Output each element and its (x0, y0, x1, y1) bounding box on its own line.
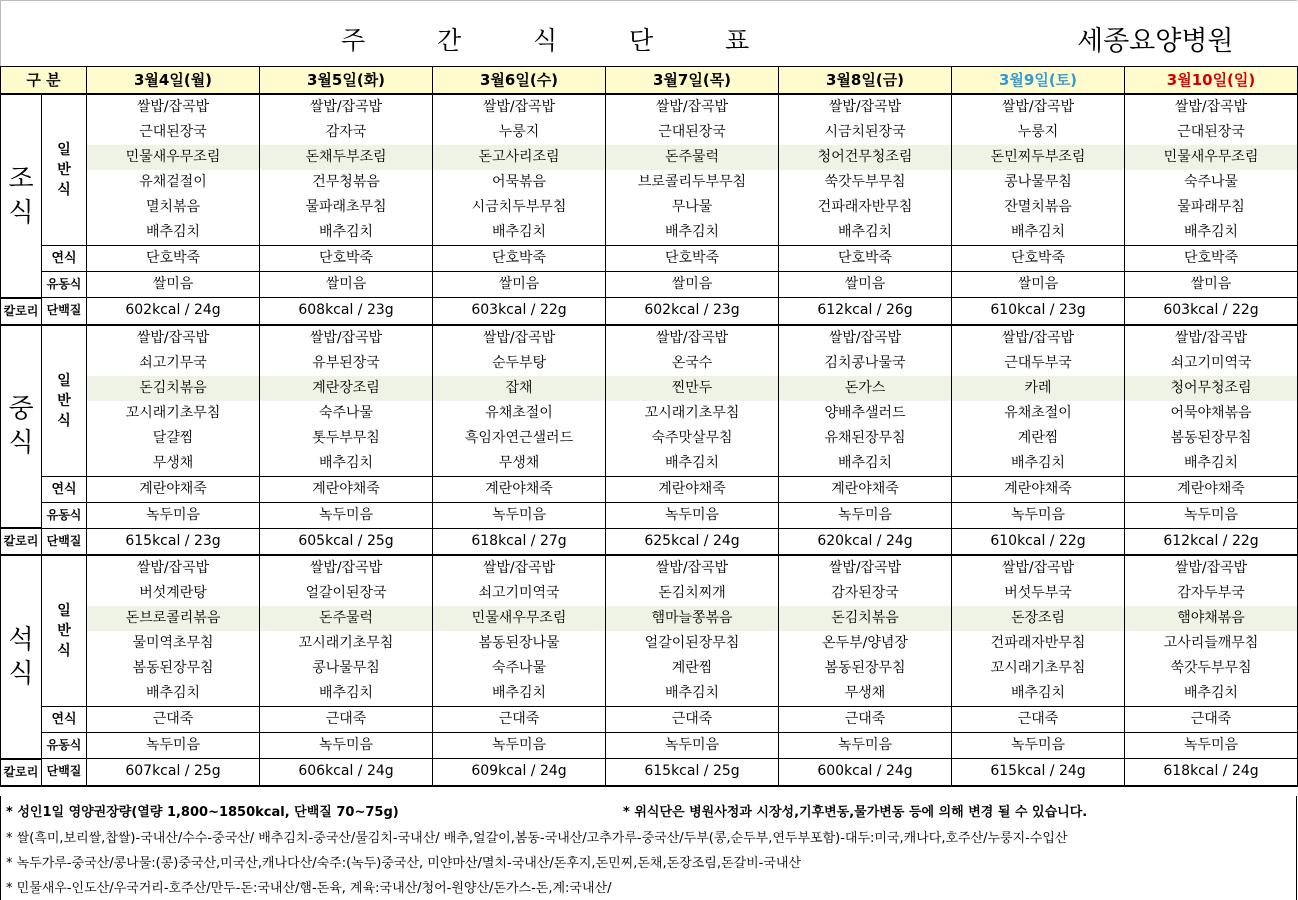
category-header: 구 분 (1, 67, 87, 95)
menu-cell: 녹두미음 (606, 733, 779, 759)
menu-cell: 브로콜리두부무침 (606, 170, 779, 195)
day-header: 3월7일(목) (606, 67, 779, 95)
menu-cell: 잔멸치볶음 (952, 195, 1125, 220)
menu-cell: 고사리들깨무침 (1125, 631, 1298, 656)
menu-cell: 배추김치 (1125, 220, 1298, 246)
menu-cell: 청어건무청조림 (779, 145, 952, 170)
menu-cell: 흑임자연근샐러드 (433, 426, 606, 451)
menu-cell: 민물새우무조림 (87, 145, 260, 170)
soft-row (1, 476, 1298, 502)
menu-cell: 배추김치 (952, 451, 1125, 477)
meal-label: 석 식 (1, 555, 42, 759)
menu-cell: 쌀밥/잡곡밥 (260, 325, 433, 351)
menu-cell: 배추김치 (260, 451, 433, 477)
menu-cell: 녹두미음 (433, 502, 606, 528)
menu-cell: 쇠고기미역국 (1125, 351, 1298, 376)
calorie-cell: 603kcal / 22g (433, 298, 606, 325)
menu-cell: 봄동된장무침 (1125, 426, 1298, 451)
menu-cell: 근대죽 (779, 707, 952, 733)
liquid-label: 유동식 (42, 502, 87, 528)
menu-cell: 녹두미음 (260, 502, 433, 528)
menu-cell: 쌀미음 (1125, 272, 1298, 298)
menu-cell: 청어무청조림 (1125, 376, 1298, 401)
menu-cell: 녹두미음 (1125, 502, 1298, 528)
calorie-cell: 610kcal / 22g (952, 528, 1125, 555)
calorie-label: 칼로리 (1, 298, 42, 325)
menu-cell: 배추김치 (1125, 451, 1298, 477)
protein-label: 단백질 (42, 759, 87, 786)
day-header: 3월6일(수) (433, 67, 606, 95)
menu-cell: 봄동된장무침 (87, 656, 260, 681)
menu-cell: 건파래자반무침 (952, 631, 1125, 656)
menu-cell: 누룽지 (952, 120, 1125, 145)
menu-cell: 돈주물럭 (606, 145, 779, 170)
menu-cell: 봄동된장나물 (433, 631, 606, 656)
menu-cell: 무생채 (433, 451, 606, 477)
menu-cell: 쌀밥/잡곡밥 (779, 325, 952, 351)
day-header: 3월5일(화) (260, 67, 433, 95)
menu-cell: 시금치두부무침 (433, 195, 606, 220)
menu-cell: 시금치된장국 (779, 120, 952, 145)
menu-cell: 쌀밥/잡곡밥 (433, 325, 606, 351)
menu-cell: 녹두미음 (952, 502, 1125, 528)
menu-cell: 녹두미음 (1125, 733, 1298, 759)
menu-cell: 쌀밥/잡곡밥 (433, 555, 606, 581)
menu-cell: 근대죽 (952, 707, 1125, 733)
menu-cell: 카레 (952, 376, 1125, 401)
general-row (1, 351, 1298, 376)
general-row (1, 120, 1298, 145)
calorie-row (1, 298, 1298, 325)
menu-cell: 배추김치 (606, 681, 779, 707)
calorie-cell: 612kcal / 26g (779, 298, 952, 325)
menu-cell: 계란야채죽 (433, 476, 606, 502)
menu-cell: 쌀밥/잡곡밥 (260, 555, 433, 581)
menu-cell: 근대죽 (433, 707, 606, 733)
menu-cell: 쌀미음 (433, 272, 606, 298)
calorie-cell: 612kcal / 22g (1125, 528, 1298, 555)
menu-cell: 어묵볶음 (433, 170, 606, 195)
menu-cell: 물미역초무침 (87, 631, 260, 656)
general-row (1, 656, 1298, 681)
menu-cell: 순두부탕 (433, 351, 606, 376)
calorie-cell: 602kcal / 23g (606, 298, 779, 325)
menu-cell: 돈채두부조림 (260, 145, 433, 170)
menu-cell: 배추김치 (87, 220, 260, 246)
menu-cell: 배추김치 (1125, 681, 1298, 707)
note-origin-1: * 쌀(흑미,보리쌀,찹쌀)-국내산/수수-중국산/ 배추김치-중국산/물김치-국내산/ 배추,얼갈이,봄동-국내산/고추가루-중국산/두부(콩,순두부,연두부포함)-대두:미국,캐나다,호주산/누룽지-수입산 (6, 831, 1068, 846)
menu-cell: 근대죽 (1125, 707, 1298, 733)
menu-cell: 꼬시래기초무침 (606, 401, 779, 426)
menu-cell: 배추김치 (433, 220, 606, 246)
menu-cell: 숙주나물 (1125, 170, 1298, 195)
menu-cell: 단호박죽 (606, 246, 779, 272)
menu-cell: 근대두부국 (952, 351, 1125, 376)
menu-cell: 배추김치 (952, 220, 1125, 246)
menu-cell: 쑥갓두부무침 (1125, 656, 1298, 681)
menu-cell: 물파래초무침 (260, 195, 433, 220)
menu-cell: 유부된장국 (260, 351, 433, 376)
menu-cell: 근대된장국 (87, 120, 260, 145)
menu-cell: 쌀밥/잡곡밥 (1125, 94, 1298, 120)
calorie-cell: 625kcal / 24g (606, 528, 779, 555)
general-row (1, 94, 1298, 120)
general-row (1, 451, 1298, 477)
general-row (1, 220, 1298, 246)
meal-label: 조 식 (1, 94, 42, 298)
menu-cell: 돈김치볶음 (87, 376, 260, 401)
menu-cell: 잡채 (433, 376, 606, 401)
menu-cell: 건파래자반무침 (779, 195, 952, 220)
menu-cell: 근대된장국 (606, 120, 779, 145)
menu-cell: 달걀찜 (87, 426, 260, 451)
menu-cell: 쌀미음 (606, 272, 779, 298)
menu-cell: 쌀밥/잡곡밥 (606, 325, 779, 351)
menu-cell: 숙주나물 (260, 401, 433, 426)
menu-cell: 햄야채볶음 (1125, 606, 1298, 631)
header-row (1, 67, 1298, 95)
menu-cell: 배추김치 (260, 681, 433, 707)
title-char: 주 (341, 26, 366, 55)
menu-cell: 얼갈이된장무침 (606, 631, 779, 656)
menu-cell: 계란야채죽 (779, 476, 952, 502)
menu-cell: 유채초절이 (433, 401, 606, 426)
general-row (1, 681, 1298, 707)
note-origin-3: * 민물새우-인도산/우국거리-호주산/만두-돈:국내산/햄-돈육, 계육:국내산/청어-원양산/돈가스-돈,계:국내산/ (6, 881, 612, 896)
menu-cell: 쌀밥/잡곡밥 (1125, 555, 1298, 581)
menu-cell: 숙주맛살무침 (606, 426, 779, 451)
calorie-row (1, 528, 1298, 555)
menu-cell: 녹두미음 (952, 733, 1125, 759)
calorie-cell: 607kcal / 25g (87, 759, 260, 786)
title-char: 간 (437, 26, 462, 55)
calorie-row (1, 759, 1298, 786)
menu-cell: 근대죽 (606, 707, 779, 733)
menu-cell: 쌀밥/잡곡밥 (1125, 325, 1298, 351)
menu-cell: 찐만두 (606, 376, 779, 401)
menu-cell: 계란찜 (952, 426, 1125, 451)
general-label: 일 반 식 (42, 94, 87, 246)
meal-label: 중 식 (1, 325, 42, 529)
menu-cell: 녹두미음 (433, 733, 606, 759)
menu-cell: 버섯계란탕 (87, 581, 260, 606)
note-change: * 위식단은 병원사정과 시장성,기후변동,물가변동 등에 의해 변경 될 수 있습니다. (623, 805, 1088, 820)
menu-cell: 쇠고기무국 (87, 351, 260, 376)
menu-cell: 계란야채죽 (606, 476, 779, 502)
calorie-cell: 618kcal / 24g (1125, 759, 1298, 786)
menu-cell: 계란야채죽 (1125, 476, 1298, 502)
liquid-row (1, 733, 1298, 759)
calorie-cell: 606kcal / 24g (260, 759, 433, 786)
menu-cell: 쌀밥/잡곡밥 (952, 555, 1125, 581)
menu-cell: 녹두미음 (779, 502, 952, 528)
menu-cell: 유채초절이 (952, 401, 1125, 426)
menu-cell: 계란야채죽 (260, 476, 433, 502)
menu-cell: 단호박죽 (779, 246, 952, 272)
menu-cell: 쌀밥/잡곡밥 (952, 94, 1125, 120)
general-row (1, 195, 1298, 220)
menu-cell: 쌀밥/잡곡밥 (433, 94, 606, 120)
menu-cell: 돈가스 (779, 376, 952, 401)
menu-cell: 배추김치 (952, 681, 1125, 707)
menu-cell: 단호박죽 (952, 246, 1125, 272)
menu-cell: 무생채 (87, 451, 260, 477)
menu-cell: 녹두미음 (260, 733, 433, 759)
menu-cell: 쌀밥/잡곡밥 (952, 325, 1125, 351)
menu-cell: 근대된장국 (1125, 120, 1298, 145)
menu-cell: 감자두부국 (1125, 581, 1298, 606)
menu-cell: 계란야채죽 (952, 476, 1125, 502)
menu-cell: 민물새우무조림 (1125, 145, 1298, 170)
menu-cell: 돈김치찌개 (606, 581, 779, 606)
menu-cell: 얼갈이된장국 (260, 581, 433, 606)
general-row (1, 170, 1298, 195)
menu-cell: 쌀밥/잡곡밥 (606, 555, 779, 581)
menu-cell: 근대죽 (260, 707, 433, 733)
menu-cell: 녹두미음 (606, 502, 779, 528)
menu-cell: 쌀밥/잡곡밥 (260, 94, 433, 120)
soft-label: 연식 (42, 707, 87, 733)
menu-cell: 계란야채죽 (87, 476, 260, 502)
day-header: 3월9일(토) (952, 67, 1125, 95)
general-label: 일 반 식 (42, 555, 87, 707)
menu-cell: 유채된장무침 (779, 426, 952, 451)
menu-cell: 단호박죽 (87, 246, 260, 272)
menu-cell: 누룽지 (433, 120, 606, 145)
menu-cell: 단호박죽 (260, 246, 433, 272)
hospital-name: 세종요양병원 (1077, 26, 1234, 57)
title-char: 단 (629, 26, 654, 55)
menu-cell: 배추김치 (606, 220, 779, 246)
menu-cell: 무나물 (606, 195, 779, 220)
calorie-cell: 605kcal / 25g (260, 528, 433, 555)
calorie-cell: 608kcal / 23g (260, 298, 433, 325)
menu-cell: 배추김치 (779, 451, 952, 477)
menu-cell: 계란찜 (606, 656, 779, 681)
menu-cell: 쌀밥/잡곡밥 (606, 94, 779, 120)
general-row (1, 581, 1298, 606)
menu-cell: 감자된장국 (779, 581, 952, 606)
notes (0, 796, 1297, 900)
menu-cell: 햄마늘쫑볶음 (606, 606, 779, 631)
menu-cell: 돈주물럭 (260, 606, 433, 631)
menu-cell: 배추김치 (87, 681, 260, 707)
menu-cell: 온국수 (606, 351, 779, 376)
general-row (1, 325, 1298, 351)
menu-cell: 꼬시래기초무침 (260, 631, 433, 656)
menu-cell: 무생채 (779, 681, 952, 707)
general-row (1, 555, 1298, 581)
menu-cell: 민물새우무조림 (433, 606, 606, 631)
general-row (1, 401, 1298, 426)
menu-cell: 김치콩나물국 (779, 351, 952, 376)
menu-cell: 버섯두부국 (952, 581, 1125, 606)
menu-cell: 유채겉절이 (87, 170, 260, 195)
menu-cell: 콩나물무침 (952, 170, 1125, 195)
menu-cell: 단호박죽 (1125, 246, 1298, 272)
menu-cell: 쌀밥/잡곡밥 (87, 555, 260, 581)
note-intake: * 성인1일 영양권장량(열량 1,800~1850kcal, 단백질 70~75g) (6, 805, 399, 820)
general-row (1, 426, 1298, 451)
menu-table (0, 66, 1298, 787)
day-header: 3월10일(일) (1125, 67, 1298, 95)
protein-label: 단백질 (42, 528, 87, 555)
calorie-label: 칼로리 (1, 528, 42, 555)
menu-cell: 어묵야채볶음 (1125, 401, 1298, 426)
menu-cell: 쌀미음 (87, 272, 260, 298)
menu-cell: 콩나물무침 (260, 656, 433, 681)
menu-cell: 돈고사리조림 (433, 145, 606, 170)
menu-cell: 계란장조림 (260, 376, 433, 401)
soft-row (1, 707, 1298, 733)
menu-cell: 쌀밥/잡곡밥 (87, 325, 260, 351)
calorie-cell: 603kcal / 22g (1125, 298, 1298, 325)
title-bar (0, 0, 1297, 66)
menu-cell: 숙주나물 (433, 656, 606, 681)
menu-cell: 온두부/양념장 (779, 631, 952, 656)
menu-cell: 양배추샐러드 (779, 401, 952, 426)
liquid-row (1, 502, 1298, 528)
title-char: 식 (533, 26, 558, 55)
menu-cell: 감자국 (260, 120, 433, 145)
menu-cell: 쇠고기미역국 (433, 581, 606, 606)
soft-row (1, 246, 1298, 272)
menu-cell: 녹두미음 (87, 733, 260, 759)
calorie-cell: 615kcal / 23g (87, 528, 260, 555)
menu-cell: 꼬시래기초무침 (87, 401, 260, 426)
menu-cell: 단호박죽 (433, 246, 606, 272)
menu-cell: 쌀미음 (260, 272, 433, 298)
menu-cell: 멸치볶음 (87, 195, 260, 220)
menu-cell: 꼬시래기초무침 (952, 656, 1125, 681)
general-row (1, 376, 1298, 401)
menu-cell: 쌀미음 (779, 272, 952, 298)
general-row (1, 145, 1298, 170)
menu-cell: 돈민찌두부조림 (952, 145, 1125, 170)
menu-cell: 건무청볶음 (260, 170, 433, 195)
liquid-label: 유동식 (42, 733, 87, 759)
menu-cell: 돈브로콜리볶음 (87, 606, 260, 631)
menu-cell: 돈장조림 (952, 606, 1125, 631)
menu-cell: 톳두부무침 (260, 426, 433, 451)
day-header: 3월4일(월) (87, 67, 260, 95)
note-origin-2: * 녹두가루-중국산/콩나물:(콩)중국산,미국산,캐나다산/숙주:(녹두)중국산, 미얀마산/멸치-국내산/돈후지,돈민찌,돈채,돈장조림,돈갈비-국내산 (6, 856, 802, 871)
menu-cell: 쑥갓두부무침 (779, 170, 952, 195)
menu-cell: 돈김치볶음 (779, 606, 952, 631)
menu-cell: 쌀밥/잡곡밥 (779, 94, 952, 120)
calorie-cell: 602kcal / 24g (87, 298, 260, 325)
menu-cell: 물파래무침 (1125, 195, 1298, 220)
page-title (341, 21, 821, 57)
protein-label: 단백질 (42, 298, 87, 325)
general-row (1, 631, 1298, 656)
soft-label: 연식 (42, 246, 87, 272)
calorie-cell: 620kcal / 24g (779, 528, 952, 555)
menu-cell: 녹두미음 (779, 733, 952, 759)
menu-cell: 배추김치 (260, 220, 433, 246)
liquid-label: 유동식 (42, 272, 87, 298)
menu-cell: 근대죽 (87, 707, 260, 733)
calorie-label: 칼로리 (1, 759, 42, 786)
menu-cell: 쌀미음 (952, 272, 1125, 298)
calorie-cell: 600kcal / 24g (779, 759, 952, 786)
menu-cell: 녹두미음 (87, 502, 260, 528)
calorie-cell: 615kcal / 24g (952, 759, 1125, 786)
calorie-cell: 610kcal / 23g (952, 298, 1125, 325)
soft-label: 연식 (42, 476, 87, 502)
general-label: 일 반 식 (42, 325, 87, 477)
menu-cell: 봄동된장무침 (779, 656, 952, 681)
menu-cell: 배추김치 (433, 681, 606, 707)
title-char: 표 (725, 26, 750, 55)
general-row (1, 606, 1298, 631)
menu-cell: 배추김치 (606, 451, 779, 477)
menu-cell: 쌀밥/잡곡밥 (779, 555, 952, 581)
calorie-cell: 609kcal / 24g (433, 759, 606, 786)
menu-cell: 배추김치 (779, 220, 952, 246)
calorie-cell: 615kcal / 25g (606, 759, 779, 786)
menu-cell: 쌀밥/잡곡밥 (87, 94, 260, 120)
liquid-row (1, 272, 1298, 298)
day-header: 3월8일(금) (779, 67, 952, 95)
calorie-cell: 618kcal / 27g (433, 528, 606, 555)
